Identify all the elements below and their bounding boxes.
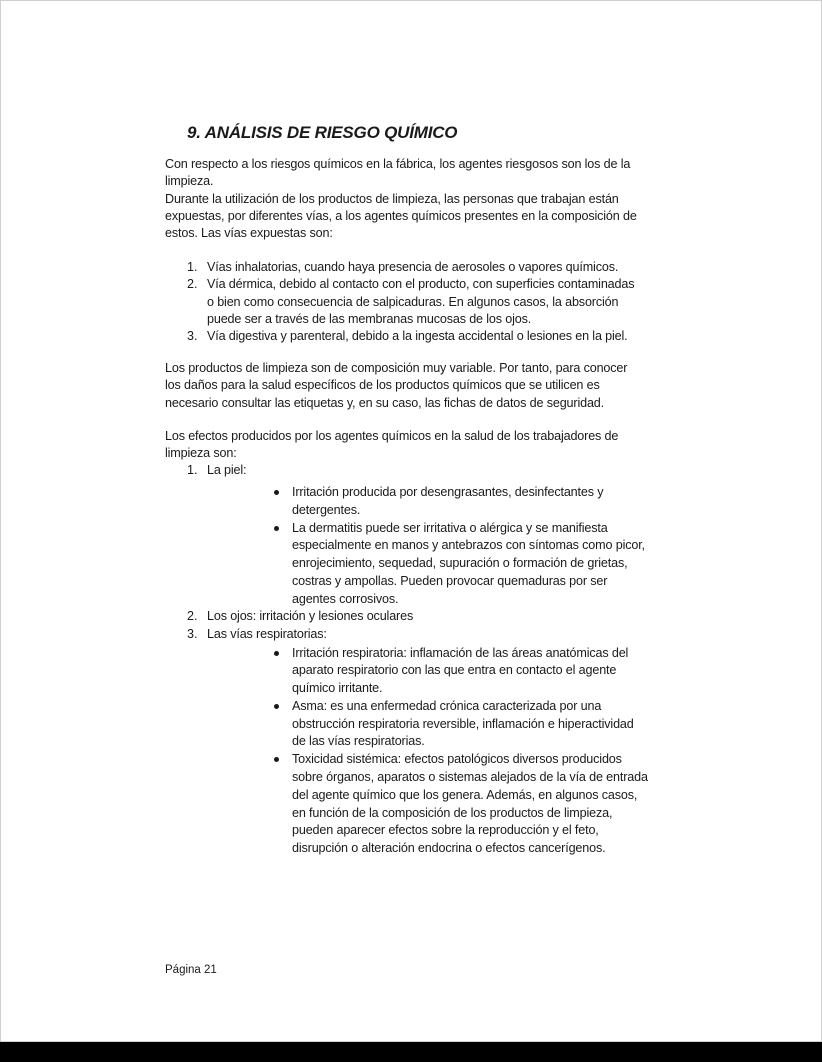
text-line: Irritación producida por desengrasantes, desinfectantes y <box>292 485 604 499</box>
intro-paragraph <box>165 156 637 242</box>
text-line: de las vías respiratorias. <box>292 734 425 749</box>
text-line: Con respecto a los riesgos químicos en la fábrica, los agentes riesgosos son los de la <box>165 157 631 171</box>
text-line: Asma: es una enfermedad crónica caracterizada por una <box>292 698 602 713</box>
text-line: expuestas, por diferentes vías, a los agentes químicos presentes en la composición de <box>165 208 637 223</box>
text-line: La dermatitis puede ser irritativa o alérgica y se manifiesta <box>292 520 608 535</box>
text-line: del agente químico que los genera. Además, en algunos casos, <box>292 787 638 802</box>
exposure-route-item <box>207 328 628 345</box>
text-line: en función de la composición de los productos de limpieza, <box>292 805 613 820</box>
effect-bullet-item <box>292 484 603 520</box>
text-line: agentes corrosivos. <box>292 591 399 606</box>
text-line: químico irritante. <box>292 681 383 696</box>
exposure-route-item <box>207 276 634 328</box>
text-line: Los productos de limpieza son de composición muy variable. Por tanto, para conocer <box>165 361 628 375</box>
text-line: pueden aparecer efectos sobre la reproducción y el feto, <box>292 823 599 838</box>
effect-bullet-item <box>292 520 645 609</box>
text-line: costras y ampollas. Pueden provocar quemaduras por ser <box>292 573 608 588</box>
list-number: 2. <box>187 609 198 623</box>
list-number: 1. <box>187 463 198 477</box>
list-number: 3. <box>187 627 198 641</box>
text-line: detergentes. <box>292 502 361 517</box>
effect-label: Las vías respiratorias: <box>207 627 327 641</box>
text-line: puede ser a través de las membranas mucosas de los ojos. <box>207 311 532 326</box>
text-line: estos. Las vías expuestas son: <box>165 226 333 241</box>
effect-bullet-item <box>292 751 648 858</box>
exposure-route-item <box>207 259 618 276</box>
text-line: Vía dérmica, debido al contacto con el producto, con superficies contaminadas <box>207 277 635 292</box>
page-number: Página 21 <box>165 964 217 976</box>
text-line: Durante la utilización de los productos de limpieza, las personas que trabajan están <box>165 191 619 206</box>
bottom-bar <box>0 1042 822 1062</box>
products-paragraph <box>165 360 627 412</box>
text-line: Vías inhalatorias, cuando haya presencia de aerosoles o vapores químicos. <box>207 260 619 274</box>
text-line: los daños para la salud específicos de los productos químicos que se utilicen es <box>165 378 600 393</box>
text-line: o bien como consecuencia de salpicaduras. En algunos casos, la absorción <box>207 294 619 309</box>
list-number: 1. <box>187 260 198 274</box>
text-line: especialmente en manos y antebrazos con síntomas como picor, <box>292 538 645 553</box>
bullet-icon <box>274 490 279 495</box>
text-line: limpieza. <box>165 174 214 189</box>
section-title: 9. ANÁLISIS DE RIESGO QUÍMICO <box>187 123 458 142</box>
text-line: enrojecimiento, sequedad, supuración o formación de grietas, <box>292 556 628 571</box>
effect-label: La piel: <box>207 463 247 477</box>
bullet-icon <box>274 651 279 656</box>
text-line: disrupción o alteración endocrina o efectos cancerígenos. <box>292 841 606 856</box>
text-line: Los efectos producidos por los agentes químicos en la salud de los trabajadores de <box>165 429 619 443</box>
text-line: sobre órganos, aparatos o sistemas alejados de la vía de entrada <box>292 770 648 785</box>
text-line: limpieza son: <box>165 446 237 461</box>
list-number: 3. <box>187 329 198 344</box>
text-line: obstrucción respiratoria reversible, inflamación e hiperactividad <box>292 716 634 731</box>
text-line: Toxicidad sistémica: efectos patológicos diversos producidos <box>292 752 622 767</box>
text-line: aparato respiratorio con las que entra en contacto el agente <box>292 663 617 678</box>
effect-label: Los ojos: irritación y lesiones oculares <box>207 609 414 623</box>
text-line: Vía digestiva y parenteral, debido a la ingesta accidental o lesiones en la piel. <box>207 329 628 344</box>
bullet-icon <box>274 704 279 709</box>
text-line: Irritación respiratoria: inflamación de las áreas anatómicas del <box>292 645 629 660</box>
bullet-icon <box>274 526 279 531</box>
effect-bullet-item <box>292 698 634 751</box>
bullet-icon <box>274 757 279 762</box>
effect-bullet-item <box>292 645 628 698</box>
text-line: necesario consultar las etiquetas y, en su caso, las fichas de datos de seguridad. <box>165 395 605 410</box>
effects-paragraph <box>165 428 618 463</box>
list-number: 2. <box>187 277 198 292</box>
